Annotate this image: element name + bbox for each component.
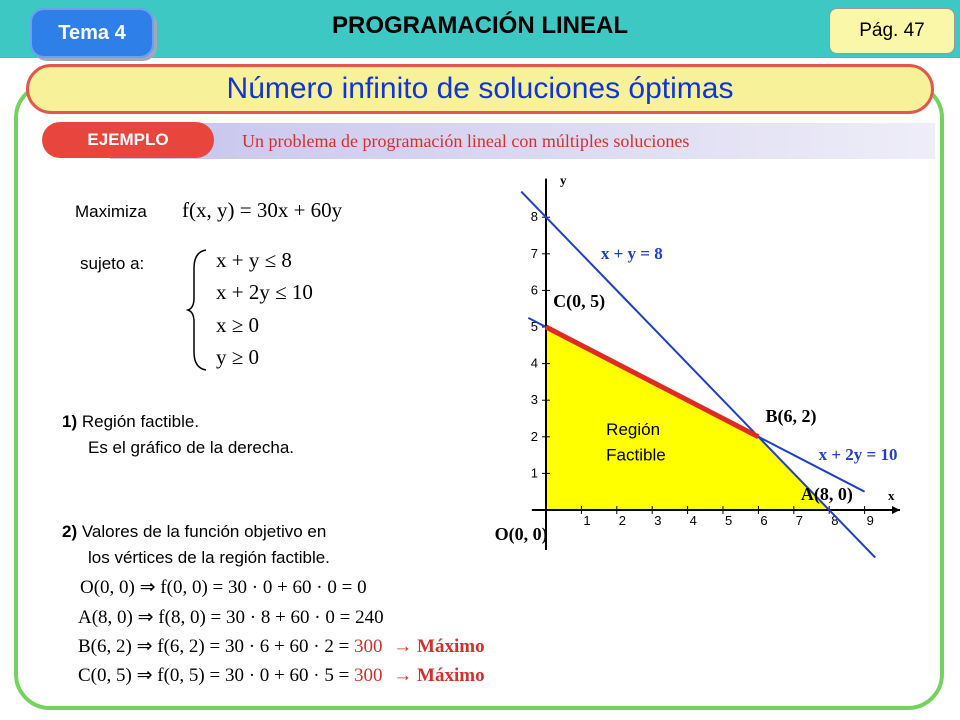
- step1-text: Es el gráfico de la derecha.: [88, 438, 295, 457]
- evaluation-c-value: 300: [354, 665, 383, 686]
- x-tick-label-1: 1: [583, 513, 591, 528]
- step2-title: Valores de la función objetivo en: [81, 522, 327, 541]
- y-tick-label-5: 5: [530, 319, 538, 334]
- y-tick-label-8: 8: [530, 209, 538, 225]
- constraint-1: x + y ≤ 8: [216, 248, 292, 272]
- region-label-line-2: Factible: [606, 445, 666, 465]
- page-badge: Pág. 47: [829, 8, 955, 54]
- step2-number: 2): [62, 522, 78, 541]
- x-tick-label-3: 3: [654, 513, 662, 528]
- vertex-label-b: B(6, 2): [765, 406, 817, 427]
- y-tick-label-1: 1: [530, 465, 538, 481]
- constraint-2: x + 2y ≤ 10: [216, 280, 313, 304]
- step1-line: [62, 412, 199, 432]
- step2-text: los vértices de la región factible.: [88, 548, 330, 567]
- x-tick-label-2: 2: [618, 513, 627, 528]
- x-tick-label-6: 6: [760, 513, 768, 528]
- evaluation-b: [78, 635, 485, 658]
- vertex-label-a: A(8, 0): [800, 484, 853, 504]
- x-tick-label-9: 9: [866, 513, 874, 528]
- feasible-region-chart: [490, 178, 920, 558]
- y-tick-label-4: 4: [530, 355, 538, 371]
- line-label-2: x + 2y = 10: [818, 445, 898, 465]
- evaluation-b-text: B(6, 2) ⇒ f(6, 2) = 30 · 6 + 60 · 2 =: [78, 636, 350, 657]
- evaluation-b-note: → Máximo: [393, 636, 485, 657]
- x-axis-label: x: [888, 488, 895, 503]
- x-tick-label-4: 4: [689, 513, 697, 528]
- x-axis-arrow: [892, 506, 900, 514]
- evaluation-c-text: C(0, 5) ⇒ f(0, 5) = 30 · 0 + 60 · 5 =: [78, 665, 350, 686]
- y-tick-label-7: 7: [530, 245, 538, 261]
- x-tick-label-5: 5: [725, 513, 733, 528]
- vertex-label-c: C(0, 5): [553, 290, 606, 311]
- evaluation-b-value: 300: [354, 636, 383, 657]
- objective-prefix: Maximiza: [75, 202, 147, 221]
- slide-title: Número infinito de soluciones óptimas: [26, 64, 934, 114]
- tema-badge[interactable]: Tema 4: [30, 8, 154, 58]
- y-axis-label: y: [560, 178, 567, 188]
- ejemplo-badge: EJEMPLO: [42, 122, 214, 158]
- constraint-brace: [186, 248, 210, 372]
- evaluation-a: [78, 606, 384, 629]
- x-tick-label-8: 8: [831, 513, 839, 528]
- constraint-4: y ≥ 0: [216, 345, 260, 369]
- evaluation-c: [78, 664, 485, 687]
- subject-to-label: sujeto a:: [80, 254, 145, 273]
- step1-title: Región factible.: [81, 412, 200, 431]
- region-label-line-1: Región: [606, 419, 661, 439]
- constraint-3: x ≥ 0: [216, 313, 260, 337]
- line-label-1: x + y = 8: [600, 243, 663, 263]
- x-tick-label-7: 7: [795, 513, 804, 528]
- header-title: PROGRAMACIÓN LINEAL: [332, 12, 628, 39]
- step1-number: 1): [62, 412, 78, 431]
- evaluation-a-text: A(8, 0) ⇒ f(8, 0) = 30 · 8 + 60 · 0 = 240: [78, 607, 384, 628]
- y-tick-label-2: 2: [530, 428, 538, 444]
- y-tick-label-6: 6: [530, 282, 538, 298]
- evaluation-o-text: O(0, 0) ⇒ f(0, 0) = 30 · 0 + 60 · 0 = 0: [80, 577, 367, 598]
- y-tick-label-3: 3: [530, 392, 538, 408]
- ejemplo-subtitle: Un problema de programación lineal con múltiples soluciones: [242, 131, 690, 151]
- evaluation-c-note: → Máximo: [393, 665, 485, 686]
- evaluation-o: [80, 576, 367, 599]
- step2-line: [62, 522, 326, 542]
- objective-function: f(x, y) = 30x + 60y: [182, 198, 343, 222]
- vertex-label-o: O(0, 0): [494, 524, 548, 544]
